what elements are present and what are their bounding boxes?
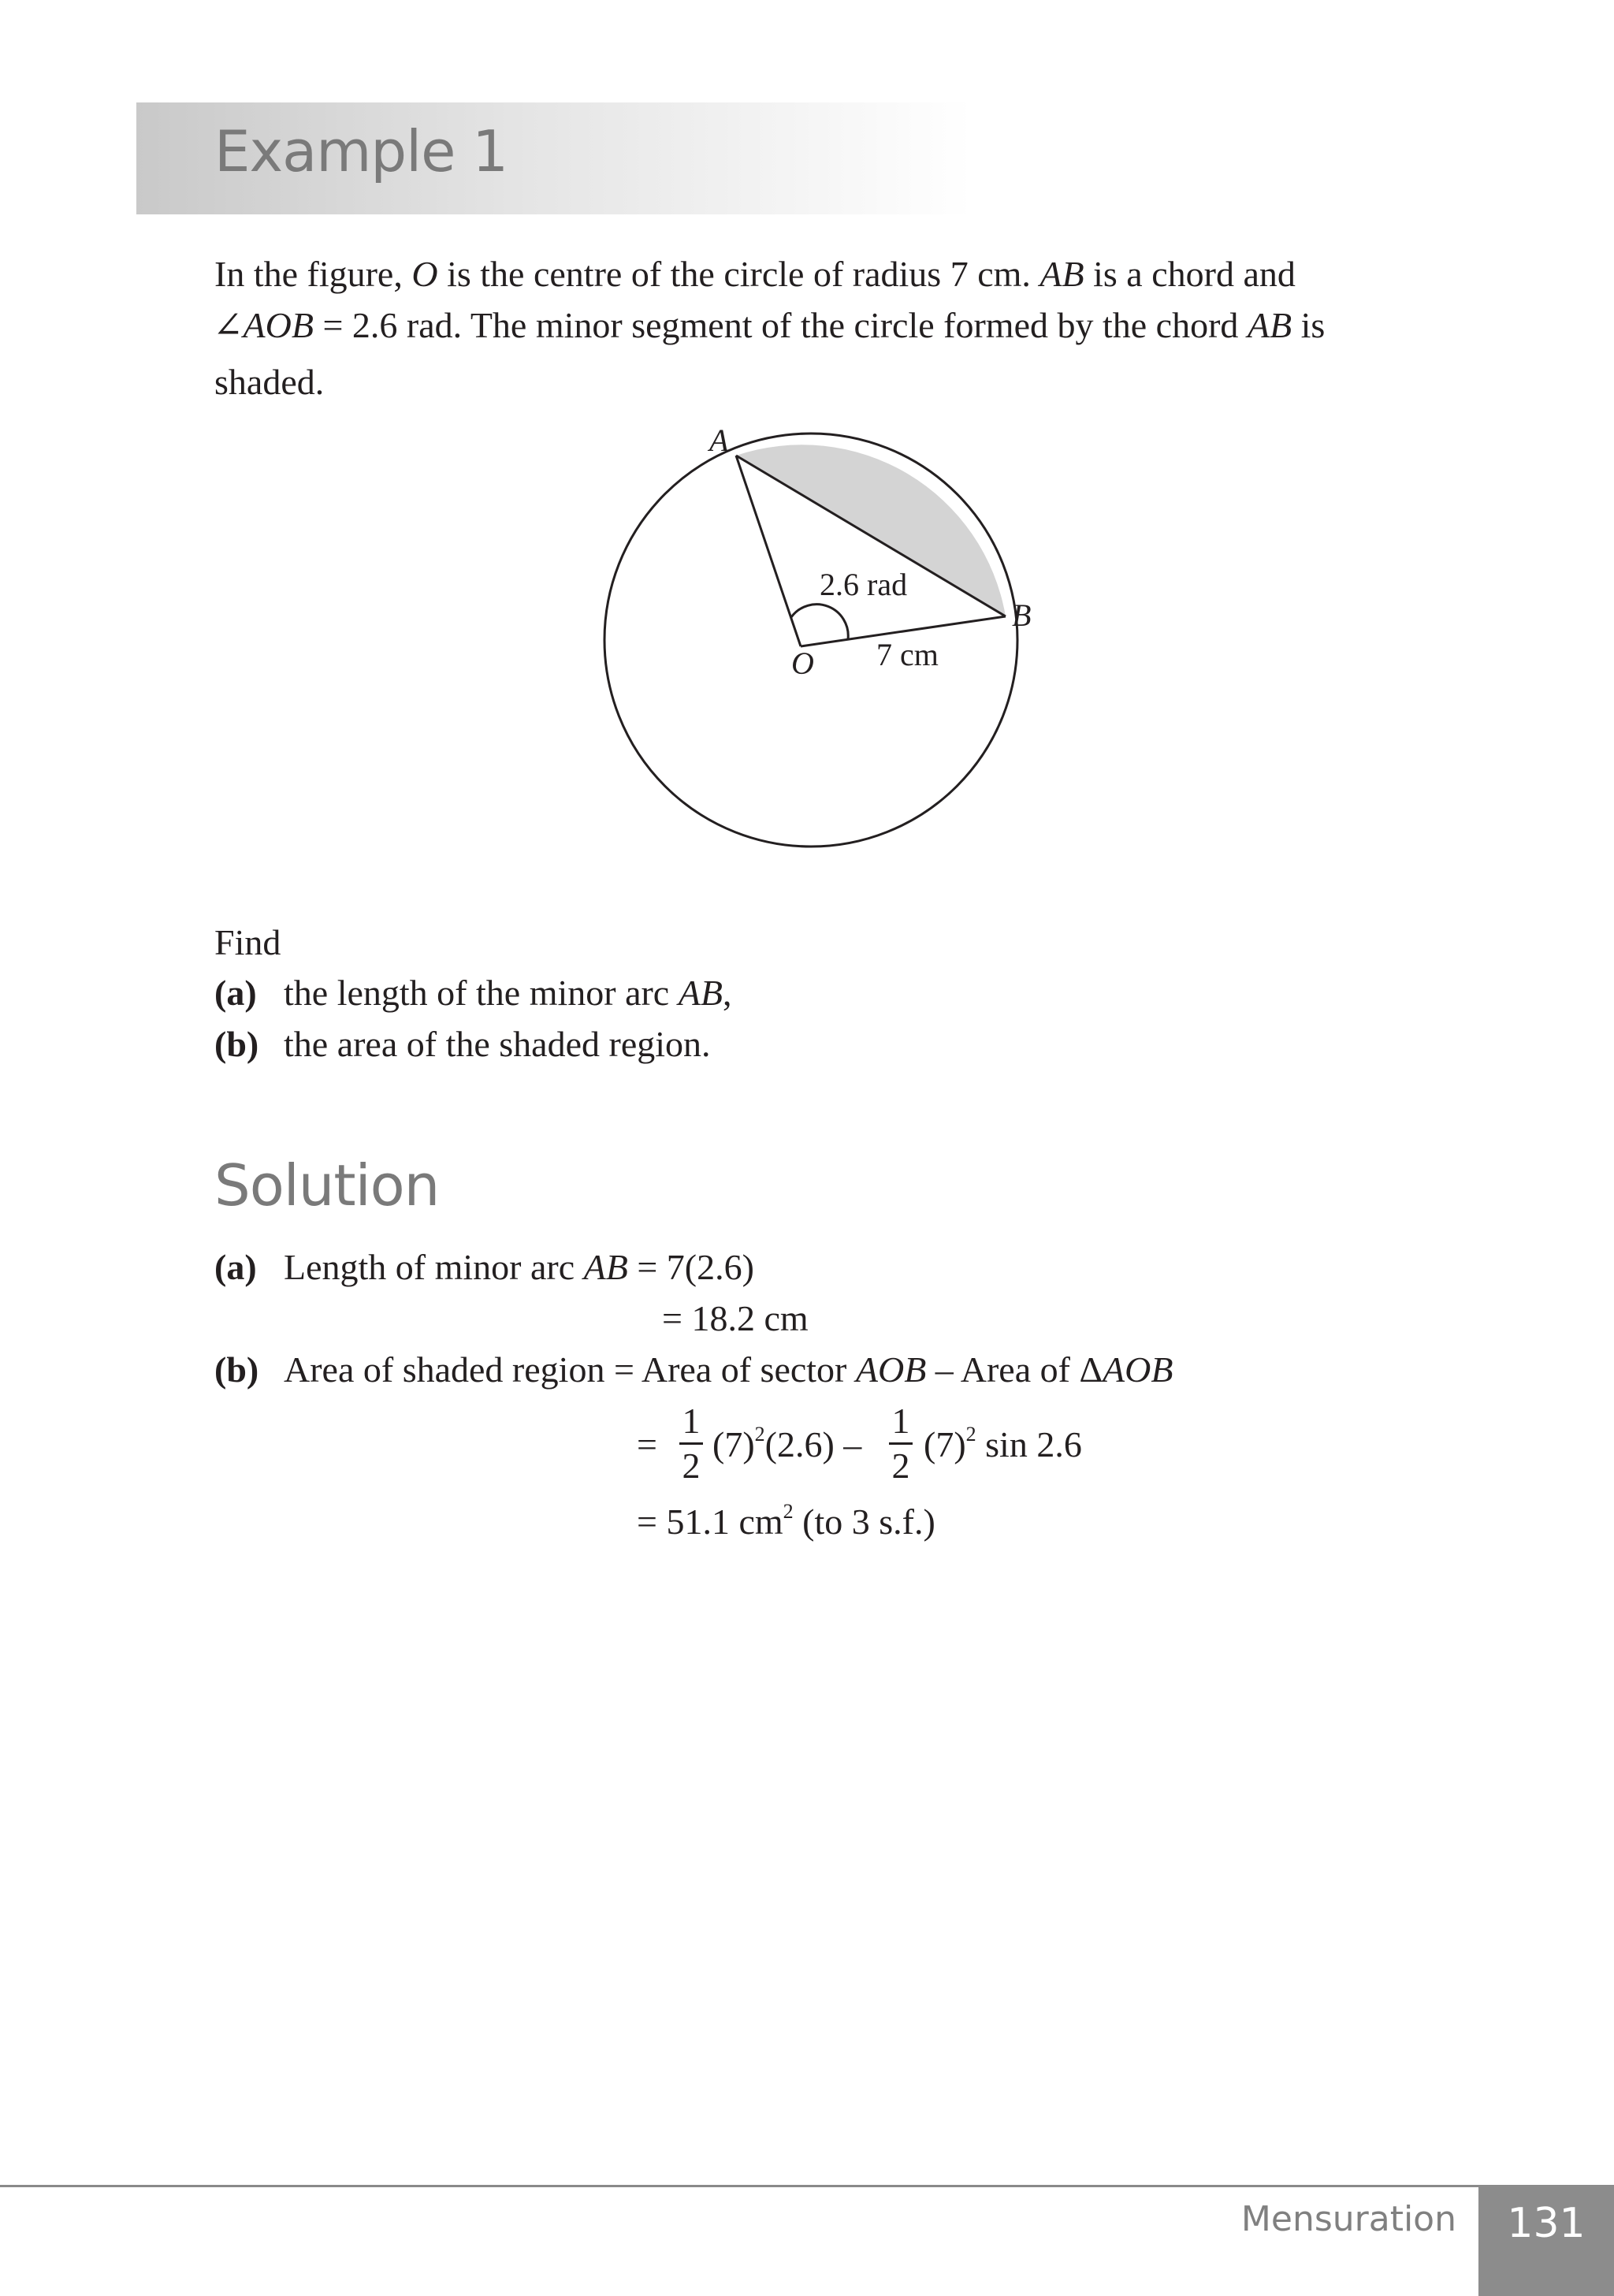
arc-ab-ref: AB	[678, 973, 723, 1013]
solution-b-label	[214, 1349, 259, 1390]
term-2	[924, 1423, 1082, 1464]
chord-ab-ref: AB	[1247, 305, 1292, 345]
problem-text: In the figure,	[214, 254, 412, 294]
final-answer: = 51.1 cm	[637, 1502, 783, 1542]
point-b-label: B	[1012, 597, 1032, 633]
problem-line-1	[214, 256, 1296, 292]
solution-b-line-1	[284, 1349, 1173, 1390]
part-text: the length of the minor arc	[284, 973, 679, 1013]
angle-label: 2.6 rad	[820, 567, 908, 602]
part-label: (b)	[214, 1024, 259, 1064]
angle-aob-ref: AOB	[243, 305, 314, 345]
footer-divider	[0, 2185, 1614, 2187]
problem-line-2	[213, 307, 1325, 344]
question-part-b-text: the area of the shaded region.	[284, 1024, 711, 1064]
problem-text: is the centre of the circle of radius 7 cm.	[437, 254, 1040, 294]
solution-b-final	[637, 1500, 935, 1542]
point-o-label: O	[791, 646, 814, 681]
section-name: Mensuration	[1240, 2199, 1456, 2239]
solution-a-line-1	[284, 1249, 754, 1286]
point-o-ref: O	[411, 254, 438, 294]
fraction-denominator: 2	[682, 1446, 701, 1486]
question-part-a-text	[284, 975, 731, 1011]
sector-aob-ref: AOB	[855, 1349, 927, 1390]
problem-text: = 2.6 rad. The minor segment of the circle formed by the chord	[313, 305, 1248, 345]
solution-title: Solution	[214, 1152, 440, 1219]
part-punct: ,	[722, 973, 732, 1013]
chord-ab-ref: AB	[1039, 254, 1084, 294]
fraction-bar	[679, 1442, 703, 1445]
final-answer-note: (to 3 s.f.)	[793, 1502, 935, 1542]
example-title: Example 1	[214, 118, 508, 184]
triangle-aob-ref: AOB	[1103, 1349, 1173, 1390]
solution-text: = 7(2.6)	[627, 1247, 754, 1287]
term-text: sin 2.6	[976, 1424, 1082, 1464]
question-part-b	[214, 1026, 258, 1062]
part-label: (a)	[214, 1247, 257, 1287]
find-label: Find	[214, 922, 281, 962]
term-text: (2.6) –	[764, 1424, 862, 1464]
problem-text: is a chord and	[1084, 254, 1296, 294]
solution-a-label	[214, 1249, 257, 1286]
exponent: 2	[783, 1500, 794, 1523]
arc-ab-ref: AB	[583, 1247, 628, 1287]
problem-text: is	[1292, 305, 1326, 345]
term-1	[712, 1423, 862, 1464]
fraction-bar	[889, 1442, 913, 1445]
solution-text: – Area of Δ	[926, 1349, 1103, 1390]
fraction-numerator: 1	[682, 1401, 701, 1441]
part-label: (b)	[214, 1349, 259, 1390]
equals-sign: =	[637, 1424, 657, 1464]
question-part-a	[214, 975, 257, 1011]
fraction-numerator: 1	[891, 1401, 910, 1441]
page-number: 131	[1507, 2200, 1586, 2247]
page-number-box	[1478, 2186, 1614, 2296]
exponent: 2	[965, 1423, 976, 1446]
solution-a-line-2: = 18.2 cm	[662, 1298, 809, 1338]
solution-text: Length of minor arc	[284, 1247, 584, 1287]
problem-line-3: shaded.	[214, 362, 325, 402]
exponent: 2	[754, 1423, 765, 1446]
term-text: (7)	[712, 1424, 755, 1464]
radius-label: 7 cm	[876, 637, 939, 672]
circle-figure	[583, 418, 1056, 859]
fraction-half-1	[679, 1403, 703, 1484]
part-label: (a)	[214, 973, 257, 1013]
angle-symbol: ∠	[213, 305, 244, 345]
term-text: (7)	[924, 1424, 966, 1464]
fraction-denominator: 2	[891, 1446, 910, 1486]
point-a-label: A	[709, 422, 729, 458]
fraction-half-2	[889, 1403, 913, 1484]
angle-arc	[791, 605, 848, 639]
solution-text: Area of shaded region = Area of sector	[284, 1349, 856, 1390]
